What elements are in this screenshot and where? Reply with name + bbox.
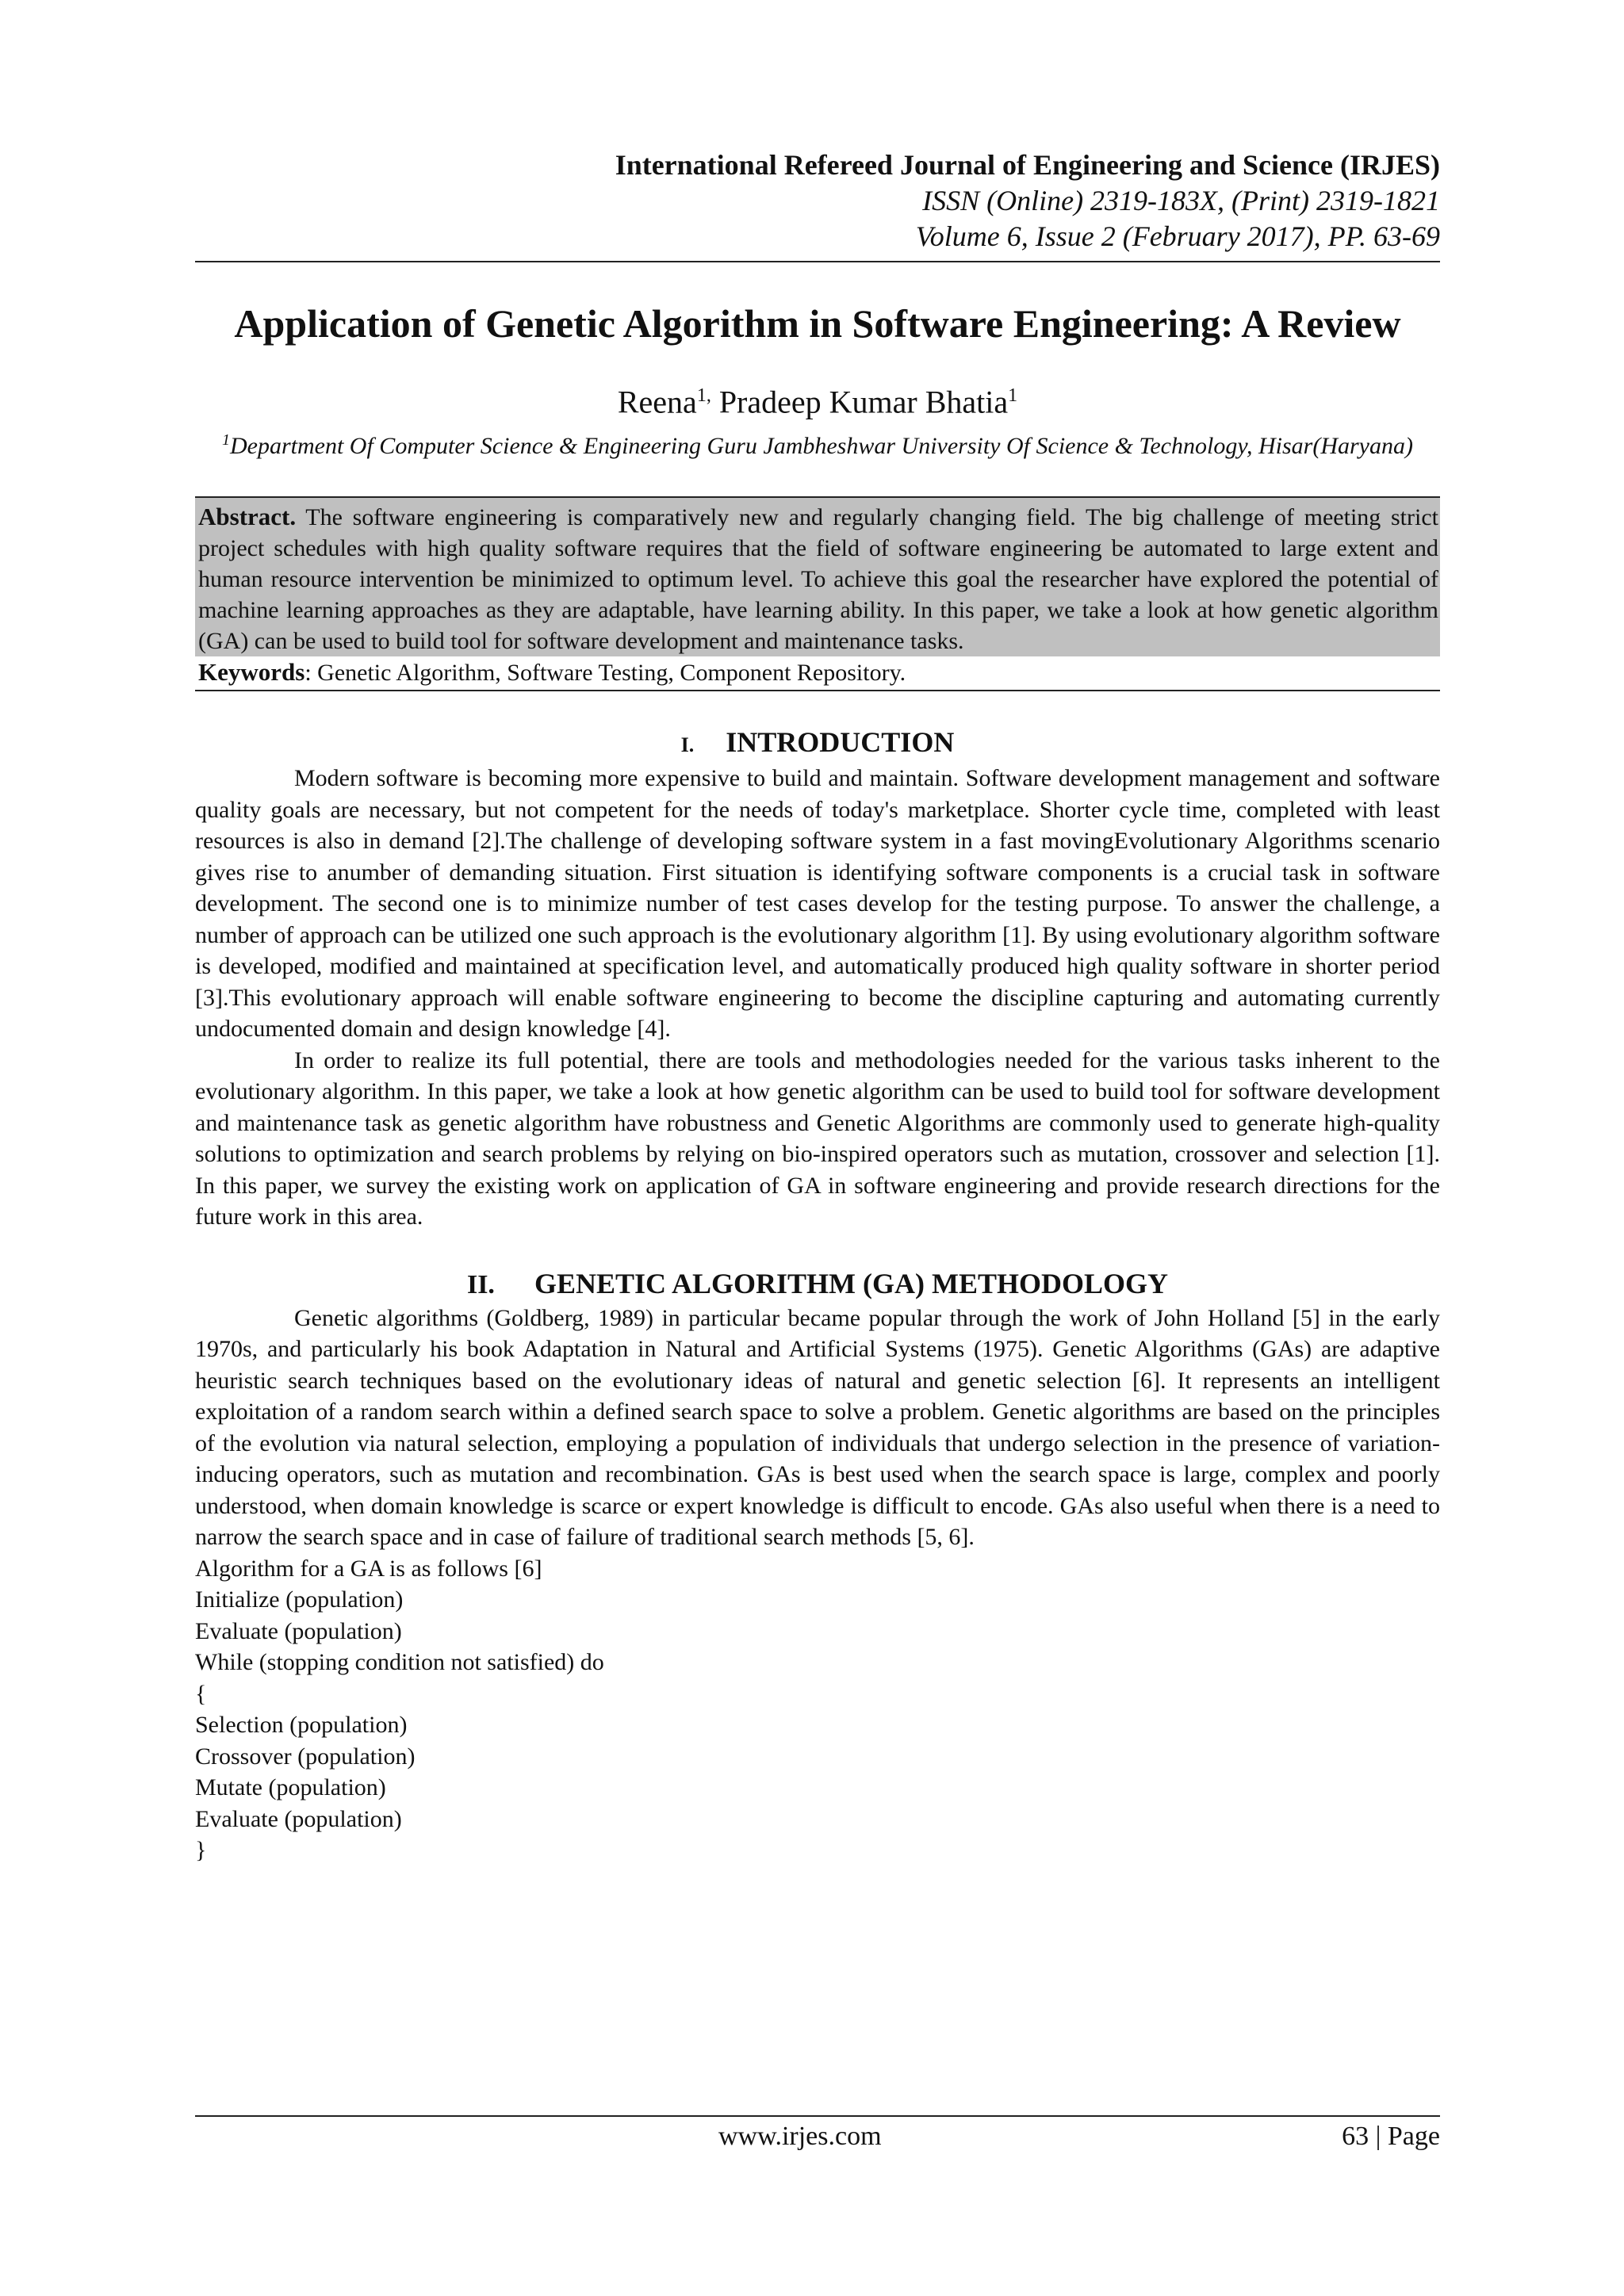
keywords-line	[195, 656, 1440, 690]
section-2-number: II.	[466, 1269, 495, 1299]
footer-rule	[195, 2115, 1440, 2117]
algorithm-listing	[195, 1553, 1440, 1866]
algorithm-line: {	[195, 1680, 207, 1707]
footer-url[interactable]: www.irjes.com	[718, 2122, 882, 2151]
affiliation-sup: 1	[222, 431, 230, 450]
journal-volume: Volume 6, Issue 2 (February 2017), PP. 63-69	[915, 220, 1440, 252]
abstract-paragraph	[198, 501, 1438, 656]
affiliation	[195, 425, 1440, 461]
section-2-title: GENETIC ALGORITHM (GA) METHODOLOGY	[534, 1267, 1169, 1299]
author-1-sup: 1,	[696, 385, 711, 406]
affiliation-text: Department Of Computer Science & Engineering Guru Jambheshwar University Of Science & Technology, Hisar(Haryana)	[230, 433, 1413, 460]
abstract-box	[195, 496, 1440, 691]
page-content	[195, 147, 1440, 1866]
algorithm-line: Initialize (population)	[195, 1586, 404, 1613]
keywords-label: Keywords	[198, 658, 305, 687]
section-2-heading	[195, 1266, 1440, 1303]
algorithm-line: Selection (population)	[195, 1712, 408, 1739]
section-1-title: INTRODUCTION	[726, 726, 955, 759]
author-2-sup: 1	[1008, 385, 1018, 406]
abstract-label: Abstract.	[198, 503, 297, 531]
journal-title: International Refereed Journal of Engineering and Science (IRJES)	[615, 149, 1440, 181]
section-1-number: I.	[680, 733, 695, 757]
journal-header	[195, 147, 1440, 254]
algorithm-line: Evaluate (population)	[195, 1805, 402, 1832]
author-line	[195, 376, 1440, 422]
algorithm-line: }	[195, 1837, 207, 1864]
author-2: Pradeep Kumar Bhatia	[718, 384, 1009, 420]
header-rule	[195, 261, 1440, 262]
keywords-text: : Genetic Algorithm, Software Testing, Component Repository.	[304, 660, 906, 687]
author-1: Reena	[617, 384, 697, 420]
algorithm-line: Crossover (population)	[195, 1743, 416, 1770]
journal-issn: ISSN (Online) 2319-183X, (Print) 2319-1821	[922, 185, 1440, 216]
paper-title: Application of Genetic Algorithm in Software Engineering: A Review	[234, 301, 1401, 346]
footer-page-number: 63 | Page	[1342, 2122, 1440, 2151]
section-1-heading	[195, 725, 1440, 763]
algorithm-line: While (stopping condition not satisfied) do	[195, 1649, 604, 1676]
intro-paragraph-2: In order to realize its full potential, there are tools and methodologies needed for the various tasks inherent to the evolutionary algorithm. In this paper, we take a look at how genetic algorithm can be used to build tool for software development and maintenance task as genetic algorithm have robustness and Genetic Algorithms are commonly used to generate high-quality solutions to optimization and search problems by relying on bio-inspired operators such as mutation, crossover and selection [1]. In this paper, we survey the existing work on application of GA in software engineering and provide research directions for the future work in this area.	[195, 1047, 1440, 1230]
algorithm-line: Algorithm for a GA is as follows [6]	[195, 1555, 542, 1582]
algorithm-line: Mutate (population)	[195, 1774, 386, 1801]
abstract-text: The software engineering is comparatively new and regularly changing field. The big challenge of meeting strict project schedules with high quality software requires that the field of software engineering be automated to large extent and human resource intervention be minimized to optimum level. To achieve this goal the researcher have explored the potential of machine learning approaches as they are adaptable, have learning ability. In this paper, we take a look at how genetic algorithm (GA) can be used to build tool for software development and maintenance tasks.	[198, 504, 1438, 655]
algorithm-line: Evaluate (population)	[195, 1617, 402, 1644]
intro-paragraph-1: Modern software is becoming more expensive to build and maintain. Software development management and software quality goals are necessary, but not competent for the needs of today's marketplace. Shorter cycle time, completed with least resources is also in demand [2].The challenge of developing software system in a fast movingEvolutionary Algorithms scenario gives rise to anumber of demanding situation. First situation is identifying software components is a crucial task in software development. The second one is to minimize number of test cases develop for the testing purpose. To answer the challenge, a number of approach can be utilized one such approach is the evolutionary algorithm [1]. By using evolutionary algorithm software is developed, modified and maintained at specification level, and automatically produced high quality software in shorter period [3].This evolutionary approach will enable software engineering to become the discipline capturing and automating currently undocumented domain and design knowledge [4].	[195, 765, 1440, 1043]
ga-paragraph-1: Genetic algorithms (Goldberg, 1989) in particular became popular through the work of John Holland [5] in the early 1970s, and particularly his book Adaptation in Natural and Artificial Systems (1975). Genetic Algorithms (GAs) are adaptive heuristic search techniques based on the evolutionary ideas of natural and genetic selection [6]. It represents an intelligent exploitation of a random search within a defined search space to solve a problem. Genetic algorithms are based on the principles of the evolution via natural selection, employing a population of individuals that undergo selection in the presence of variation- inducing operators, such as mutation and recombination. GAs is best used when the search space is large, complex and poorly understood, when domain knowledge is scarce or expert knowledge is difficult to encode. GAs also useful when there is a need to narrow the search space and in case of failure of traditional search methods [5, 6].	[195, 1304, 1440, 1551]
